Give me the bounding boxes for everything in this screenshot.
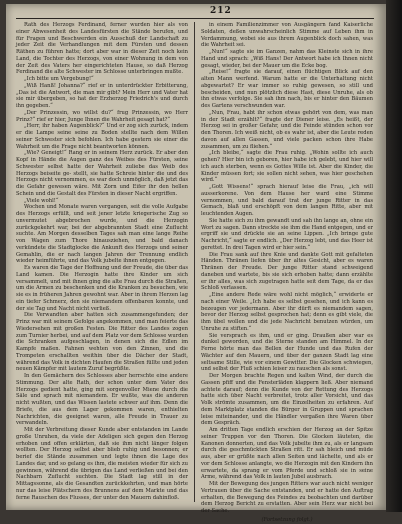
paragraph: „Ich bitte um Vergebung!“ — [24, 76, 94, 82]
paragraph: Am dritten Tage endlich erschien der Herzog an der Spitze seiner Truppen vor den Thoren. Die Glocken läuteten, die Kanonen donnerten, und das Volk jubelte ihm zu, als er langsam durch die geschmückten Straßen ritt. Er sah bleich und müde aus, aber er grüßte nach allen Seiten und lächelte, und als er vor dem Schlosse anlangte, wo die Herzogin mit den Kindern ihn erwartete, da sprang er vom Pferde und schloß sie in seine Arme, während das Volk in lauten Jubel ausbrach. — [201, 427, 373, 481]
paragraph: Mit der Verbreitung dieser Kunde aber entstanden im Lande große Unruhen, da viele der Adeligen sich gegen den Herzog erhoben und offen erklärten, daß sie ihm nicht länger folgen wollten. Der Herzog selbst aber blieb ruhig und besonnen; er berief die Stände zusammen und legte ihnen die Lage des Landes dar, und so gelang es ihm, die meisten wieder für sich zu gewinnen, während die übrigen das Land verließen und bei den Nachbarn Zuflucht suchten. Die Stadt lag still in der Mittagssonne, als die Gesandten zurückkehrten, und man hörte nur das leise Plätschern des Brunnens auf dem Markte und das ferne Rauschen des Flusses, der unter den Mauern dahinfloß. — [16, 427, 188, 501]
paragraph: „Wiß Hanß! Johanna?“ rief er in unterdrückter Erbitterung, „Das ist die Antwort, die man mir gibt? Mein Herr und Vater hat sie mir übergeben, so hat der Erzherzog Friedrich's und durch ihn gegeben.“ — [16, 82, 188, 109]
paragraph: „Wie? Geneigt!“ Rang er in seinem Herz zurück. Er aber den Kopf in Hände die Augen ganz des Weibes des Fürsten, seine Schwester selbst hatte der Wahrheit zuliebe das Weib des Herzogs beiseite ge- stellt, sie hatte Schreie hinter die und des Herzogs nicht vernommen, es war doch unmöglich, daß jetzt das die Gefahr gewesen wäre. Mit Zorn und Eifer ihr den hellen Schein und die Gestalt des Fürsten in dieser Nacht ergriffen. — [16, 150, 188, 197]
book-binding-edge — [386, 0, 402, 512]
header-rule — [16, 18, 374, 19]
paragraph: „Viele wohl!“ — [24, 197, 59, 204]
paragraph: Der Morgen brachte Regen und kalten Wind, der durch die Gassen pfiff und die Fensterläden klappern ließ. Aber niemand achtete darauf; denn die Kunde von der Rettung des Herzogs hatte sich über Nacht verbreitet, trotz aller Vorsicht, und das Volk strömte zusammen, um die Einzelheiten zu erfahren. Auf dem Marktplatz standen die Bürger in Gruppen und sprachen leise miteinander, und die Händler vergaßen ihre Waren über dem Gespräch. — [201, 373, 373, 427]
paragraph: In den Gemächern des Schlosses aber herrschte eine andere Stimmung. Der alte Rath, der schon unter dem Vater des Herzogs gedient hatte, ging mit sorgenvoller Miene durch die Säle und sprach mit niemandem. Er wußte, was die anderen nicht wußten, und das Wissen lastete schwer auf ihm. Denn die Briefe, die aus dem Lager gekommen waren, enthielten Nachrichten, die geeignet waren, alle Freude in Trauer zu verwandeln. — [16, 373, 188, 427]
paragraph: Sie versprach es ihm, und er ging. Draußen aber war es dunkel geworden, und die Sterne standen am Himmel. In der Ferne hörte man das Bellen der Hunde und das Rufen der Wächter auf den Mauern, und über der ganzen Stadt lag eine seltsame Stille, wie vor einem Gewitter. Die Glocken schwiegen, und selbst der Fluß schien leiser zu rauschen als sonst. — [201, 332, 373, 373]
paragraph: „Herr, ihr haben Augenblick?“ Und er zog sich zurück, indem er die Lampe seine seine zu Boden stellte nach dem Willen seiner Schwester sich befohlen. Ich habe gestern sie einer die Wahrheit um die Frage nicht beantworten können. — [16, 123, 188, 150]
paragraph: Die Verwandten aber hatten sich zusammengefunden; der Prinz war mit seinem Gefolge angekommen, und man feierte das Wiedersehen mit großen Festen. Die Ritter des Landes zogen zum Turnier herbei, und auf dem Platz vor dem Schlosse wurden die Schranken aufgeschlagen, in denen sich die Edlen im Kampfe maßen. Fahnen wehten von den Zinnen, und die Trompeten erschallten weithin über die Dächer der Stadt, während das Volk in dichten Haufen die Straßen füllte und jeden neuen Kämpfer mit lautem Zuruf begrüßte. — [16, 312, 188, 373]
paragraph: „Eine andere Rede wäre wohl nicht möglich,“ erwiderte er nach einer Weile. „Ich habe es selbst gesehen, und ich kann es bezeugen vor jedermann. Aber ihr dürft es niemandem sagen, bevor der Herzog selbst gesprochen hat; denn es gibt viele, die ihm übel wollen und die jede Nachricht benutzen würden, um Unruhe zu stiften.“ — [201, 292, 373, 332]
paragraph: „Reise!“ fragte sie darauf, einen flüchtigen Blick auf den alten Mann werfend. Warum hatte er die Unterhaltung nicht abgewartet? Er war immer so ruhig gewesen, so still und bescheiden, und nun plötzlich diese Hast, diese Unruhe, als ob ihn etwas verfolge. Sie sah ihm nach, bis er hinter den Bäumen des Gartens verschwunden war. — [201, 69, 373, 109]
paragraph: (Fortsetzung folgt.) — [261, 516, 313, 523]
paragraph: Es waren die Tage der Hoffnung und der Freude, die über das Land kamen. Die Herzogin hatte ihre Kinder um sich versammelt, und mit ihnen ging die alte Frau durch die Straßen, um die Armen zu beschenken und die Kranken zu besuchen, wie sie es in früheren Jahren gewohnt war. Aber in ihrem Herzen lag ein tiefer Schmerz, den sie niemandem offenbaren konnte, und der sie Tag und Nacht nicht verließ. — [16, 265, 188, 312]
paragraph: „Ich bleibe,“ sagte die Frau ruhig. „Wohin sollte ich auch gehen? Hier bin ich geboren, hier habe ich gelebt, und hier will ich auch sterben, wenn es Gottes Wille ist. Aber die Kinder, die Kinder müssen fort; sie sollen nicht sehen, was hier geschehen wird.“ — [201, 150, 373, 184]
paragraph: Rath des Herzogs Ferdinand, ferner wurden hier als von einer Abwesenheit des Landesfürsten die Stände berufen, und für Fragen und Beschwerden ein Ausschuß der Landschaft zu jeder Zeit die Verhandlungen mit dem Fürsten und dessen Räthen zu führen hatte; dort aber war in dieser Zeit noch kein Land, die Tochter des Herzogs, von einer Wohnung in dem von der Zeit des Vaters her eingerichteten Hause, so daß Herzog Ferdinand die alte Schwester im Schlosse unterbringen mußte. — [16, 22, 188, 76]
paragraph: „Nun, Frau, habt ihr schon etwas gehört von dem, was man in der Stadt erzählt?“ fragte der Diener leise. „Es heißt, der Herzog sei in großer Gefahr, und die Feinde stünden schon vor den Thoren. Ich weiß nicht, ob es wahr ist, aber die Leute reden davon auf allen Gassen, und viele packen schon ihre Habe zusammen, um zu fliehen.“ — [201, 109, 373, 150]
paragraph: in einem Familienzimmer von Ausgängern fand Kaiserliche Soldaten, deßen unwahrscheinlich Stimme auf Leben ihm in Verdammung, wobei sie aus ihrem Augenblick doch sahen, was die Wahrheit sei. — [201, 22, 373, 49]
right-column — [201, 22, 373, 523]
paragraph: Mit der Bewegung des jungen Ritters war auch nicht weniger Vertrauen über die Sache entstanden, und er hatte den Auftrag erhalten, die Bewegung des Feindes zu beobachten und darüber dem Herzog Bericht zu erstatten. Aber sein Herz war nicht bei der Sache. — [201, 481, 373, 514]
paragraph: Wochen und Monate waren vergangen, seit die volle Aufgabe des Herzogs erfüllt, und seit jener letzte kriegerische Zug so unvermutet abgebrochen wurde, und die Herzogin zurückgekehrt war, bei der abgebrannten Stadt eine Zuflucht suchte. Am Morgen desselben Tages sah man eine lange Reihe von Wagen zum Thore hinausziehen, und bald danach verkündete die Stadtglocke die Ankunft des Herzogs und seiner Gemahlin, die er nach langen Jahren der Trennung endlich wieder heimführte, und das Volk jubelte ihnen entgegen. — [16, 204, 188, 265]
paragraph: Die Frau sank auf ihre Knie und dankte Gott mit gefalteten Händen. Thränen liefen über ihr altes Gesicht, aber es waren Thränen der Freude. Der junge Ritter stand schweigend daneben und wartete, bis sie sich erhoben hatte; dann erzählte er ihr alles, was sich zugetragen hatte seit dem Tage, da er das Schloß verlassen. — [201, 251, 373, 292]
paragraph: „Nun!“ sagte sie im Ganzen, nahm das Kleinste sich in ihre Hand und sprach: „Wiß Hans! Der Antwort habe ich Ihnen nicht gesagt, wieder, bei der Mauer um die Ecke bog. — [201, 49, 373, 69]
paragraph: „Gott Wissens!“ sprach hierauf leise die Frau, „ich will ausserkorene. Von dem Hause her ward eine Stimme vernommen, und bald darauf trat der junge Ritter in das Gemach, blaß und erschöpft von dem langen Ritte, aber mit leuchtenden Augen. — [201, 184, 373, 217]
column-separator — [194, 22, 195, 502]
paragraph: „Der Prinzessin, wo willst du?“ frug Prinzessin, wo Herr Prinz?“ rief er hier, Junge Ihnen die Wahrheit gesagt hat?“ — [16, 109, 188, 123]
left-column — [16, 22, 188, 502]
paragraph: Sie hatte sich zu ihm gewandt und sah ihn lange an, ohne ein Wort zu sagen. Dann streckte sie ihm die Hand entgegen, und er ergriff sie und drückte sie an seine Lippen. „Ich bringe gute Nachricht,“ sagte er endlich. „Der Herzog lebt, und das Heer ist gerettet. In drei Tagen wird er hier sein.“ — [201, 217, 373, 251]
page-number: 212 — [210, 6, 232, 16]
